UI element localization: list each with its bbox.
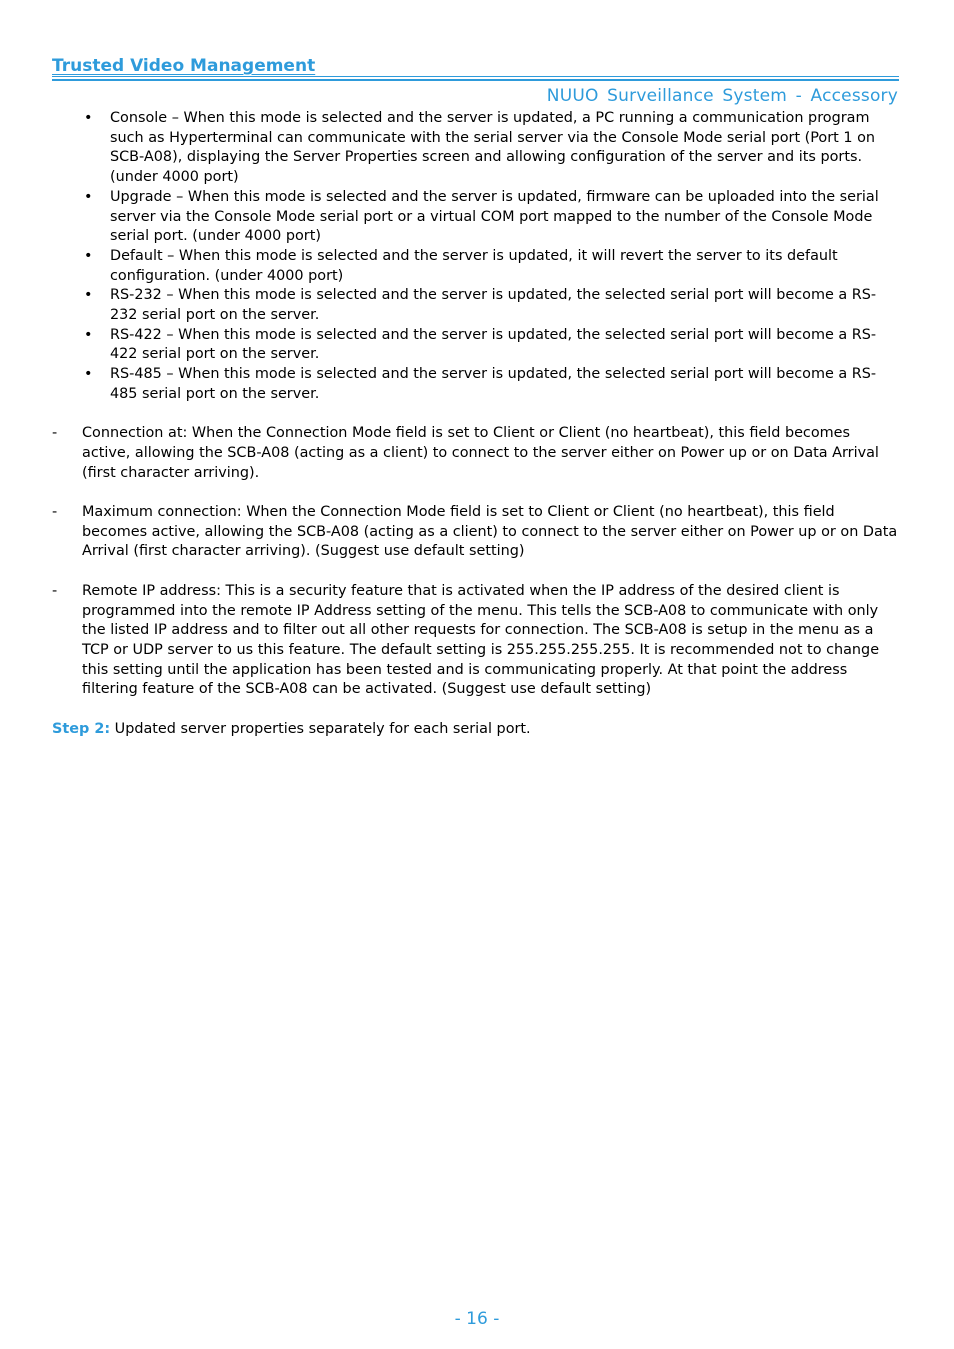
connection-at-paragraph: [52, 424, 900, 483]
header-rule-thick: [52, 79, 899, 81]
bullet-text: RS-422 – When this mode is selected and the server is updated, the selected serial port will become a RS-422 serial port on the server.: [110, 326, 877, 363]
list-item: [52, 247, 900, 286]
list-item: [52, 365, 900, 404]
header-rule-thin: [52, 76, 899, 77]
page-body: [52, 109, 900, 739]
list-item: [52, 326, 900, 365]
bullet-text: RS-485 – When this mode is selected and the server is updated, the selected serial port will become a RS-485 serial port on the server.: [110, 366, 877, 402]
bullet-text: Upgrade – When this mode is selected and the server is updated, firmware can be uploaded into the serial server via the Console Mode serial port or a virtual COM port mapped to the number of the Console Mode serial port. (under 4000 port): [110, 188, 879, 245]
list-item: [52, 188, 900, 247]
maximum-connection-paragraph: [52, 503, 900, 562]
dash-marker: -: [52, 582, 58, 599]
bullet-icon: •: [84, 326, 93, 343]
dash-marker: -: [52, 504, 58, 521]
page-number: - 16 -: [454, 1309, 500, 1329]
step-text: Updated server properties separately for each serial port.: [110, 720, 531, 737]
bullet-icon: •: [84, 287, 93, 304]
mode-bullet-list: [52, 109, 900, 405]
dash-marker: -: [52, 425, 58, 442]
bullet-icon: •: [84, 366, 93, 383]
bullet-text: Console – When this mode is selected and the server is updated, a PC running a communication program such as Hyperterminal can communicate with the serial server via the Console Mode serial port (Port 1 on SCB-A08), displaying the Server Properties screen and allowing configuration of the server and its ports. (under 4000 port): [110, 110, 876, 186]
list-item: [52, 286, 900, 325]
list-item: [52, 109, 900, 188]
paragraph-text: Remote IP address: This is a security feature that is activated when the IP address of the desired client is programmed into the remote IP Address setting of the menu. This tells the SCB-A08 to communicate with only the listed IP address and to filter out all other requests for connection. The SCB-A08 is setup in the menu as a TCP or UDP server to us this feature. The default setting is 255.255.255.255. It is recommended not to change this setting until the application has been tested and is communicating properly. At that point the address filtering feature of the SCB-A08 can be activated. (Suggest use default setting): [82, 582, 880, 698]
bullet-text: RS-232 – When this mode is selected and the server is updated, the selected serial port will become a RS-232 serial port on the server.: [110, 287, 877, 324]
step-2-paragraph: [52, 720, 900, 740]
paragraph-text: Maximum connection: When the Connection Mode field is set to Client or Client (no heartbeat), this field becomes active, allowing the SCB-A08 (acting as a client) to connect to the server either on Power up or on Data Arrival (first character arriving). (Suggest use default setting): [82, 504, 898, 560]
bullet-icon: •: [84, 247, 93, 264]
paragraph-text: Connection at: When the Connection Mode field is set to Client or Client (no heartbeat), this field becomes active, allowing the SCB-A08 (acting as a client) to connect to the server either on Power up or on Data Arrival (first character arriving).: [82, 425, 879, 481]
document-header-title: Trusted Video Management: [52, 56, 316, 76]
bullet-text: Default – When this mode is selected and the server is updated, it will revert the server to its default configuration. (under 4000 port): [110, 247, 838, 284]
remote-ip-paragraph: [52, 582, 900, 700]
document-header-subtitle: NUUO Surveillance System - Accessory: [546, 86, 898, 106]
step-label: Step 2:: [52, 720, 111, 737]
bullet-icon: •: [84, 188, 93, 205]
bullet-icon: •: [84, 110, 93, 126]
